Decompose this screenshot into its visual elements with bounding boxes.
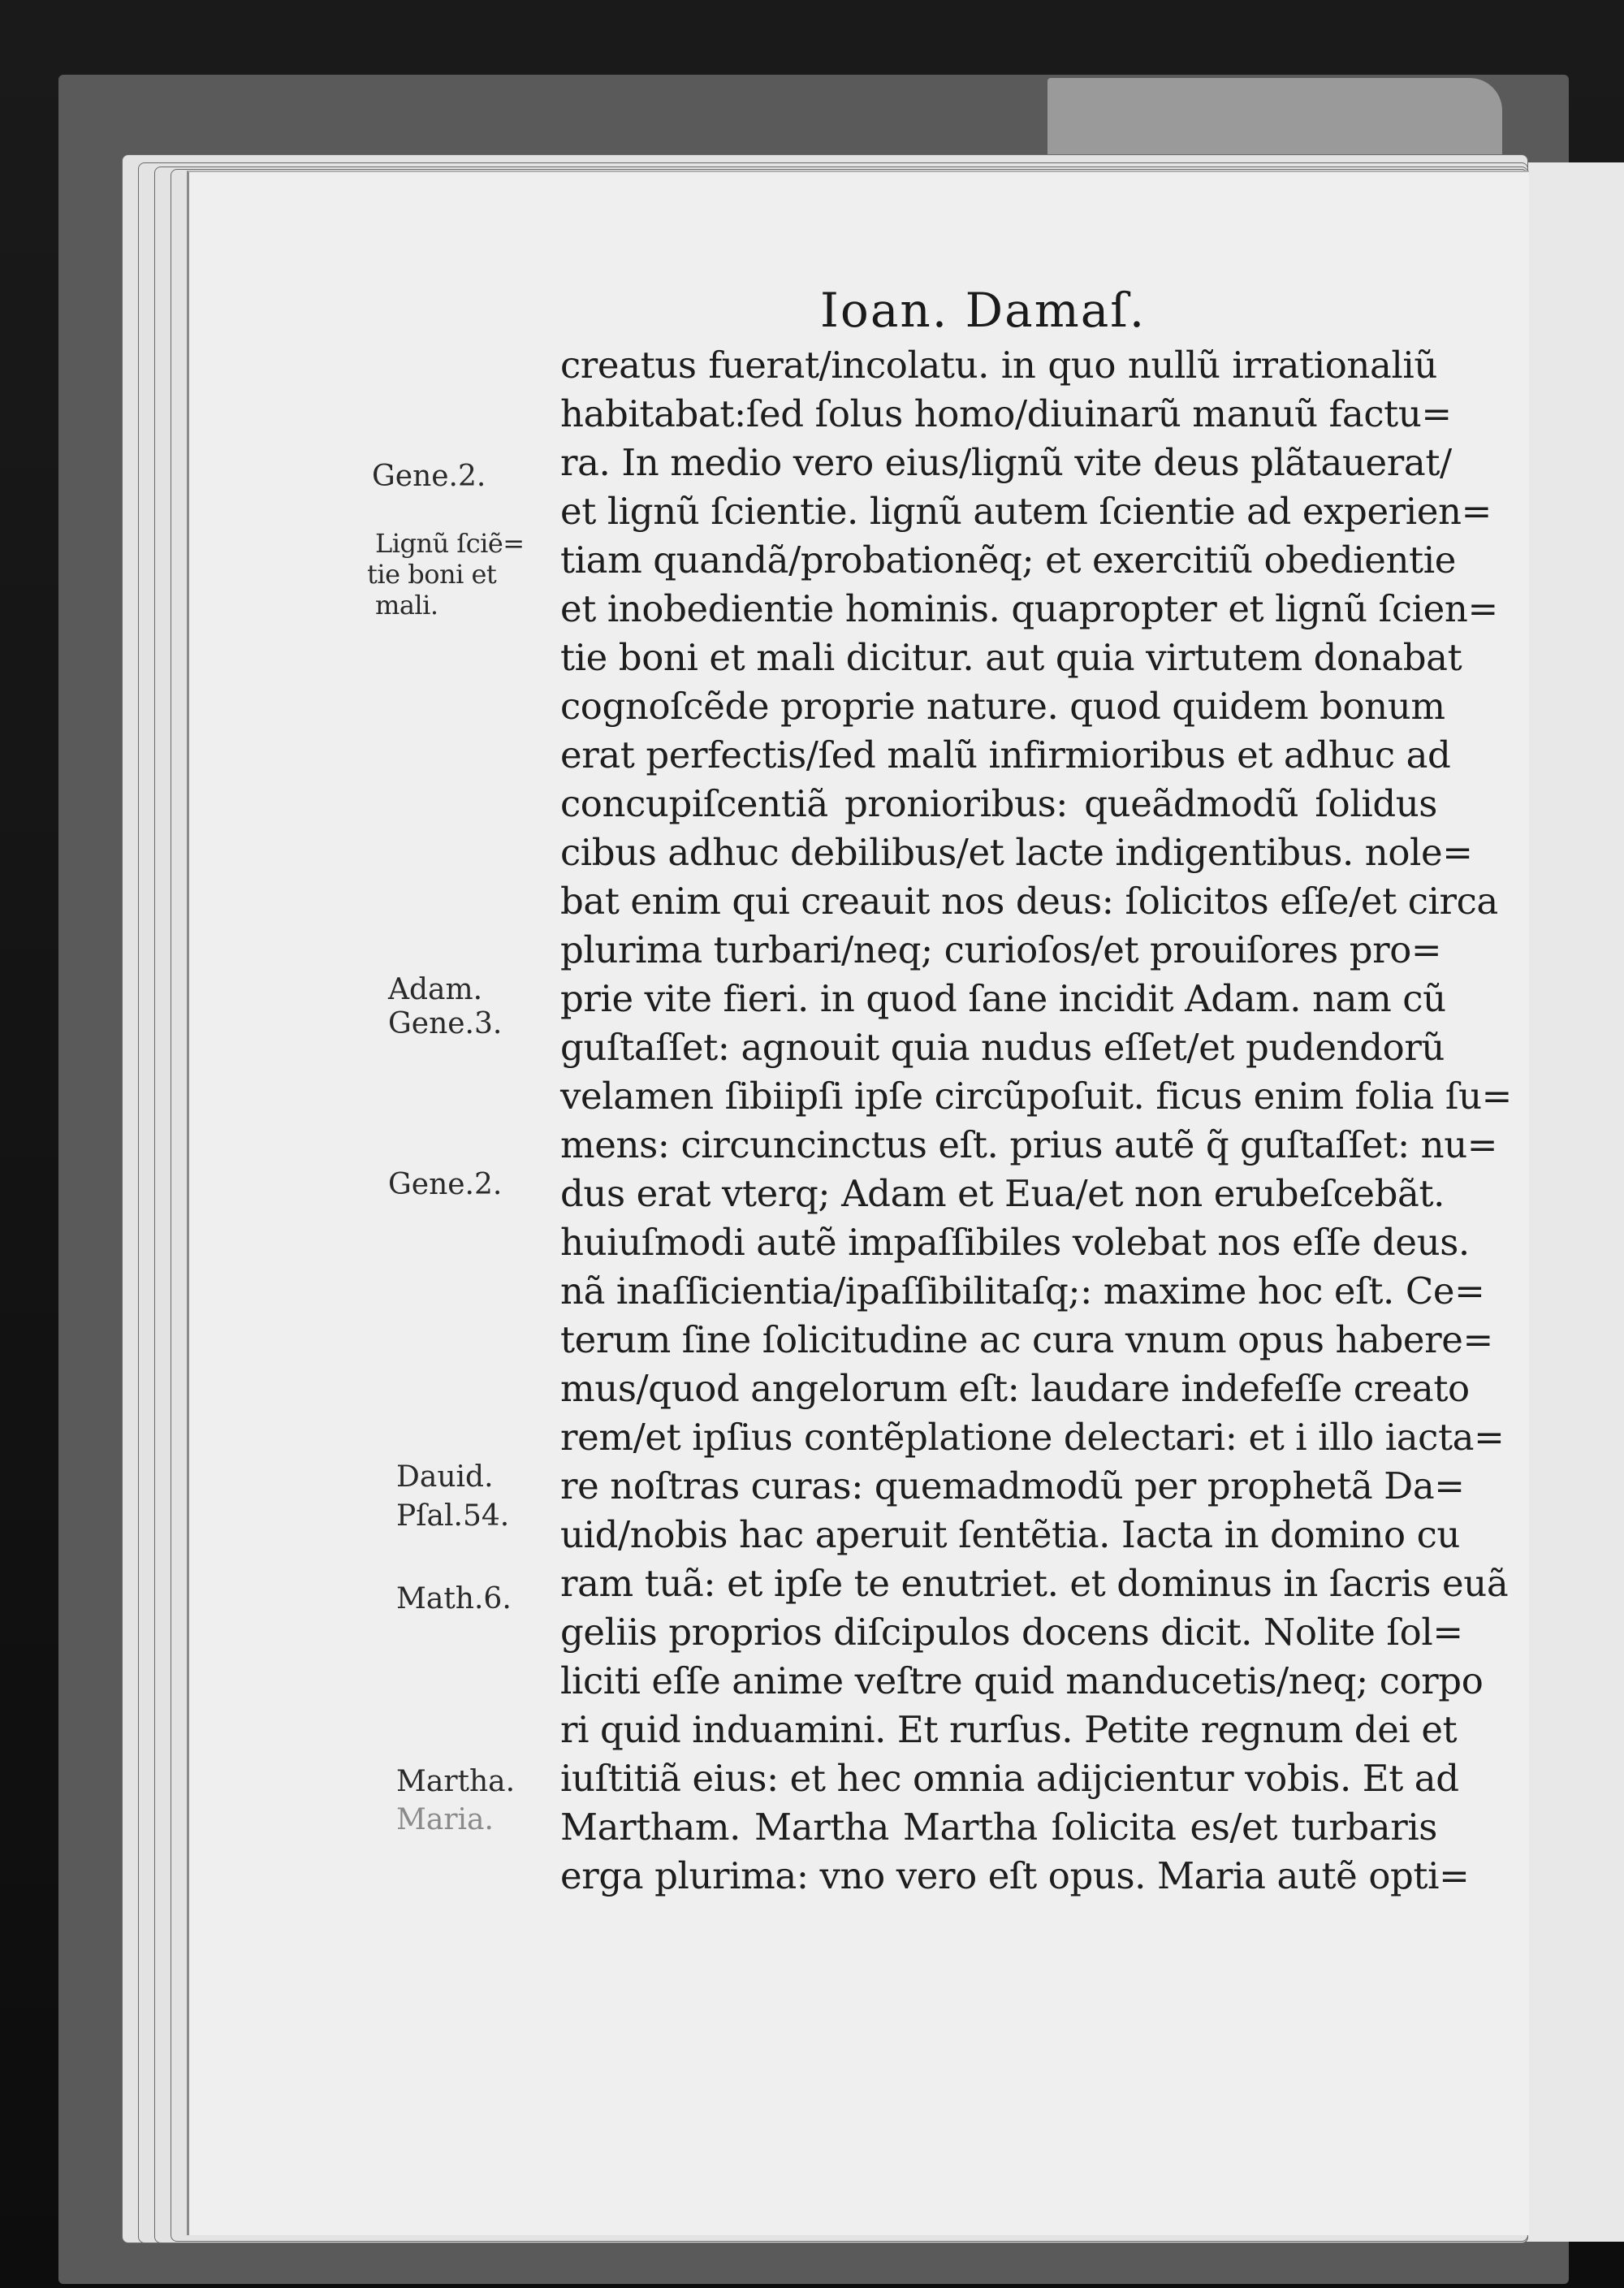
text-line: tiam quandã/probationẽq; et exercitiũ obedientie bbox=[560, 538, 1456, 582]
text-line: mus/quod angelorum eſt: laudare indefeſſe creato bbox=[560, 1367, 1470, 1410]
facing-page-edge bbox=[1527, 162, 1624, 2242]
text-line: nã inaſſicientia/ipaſſibilitaſq;: maxime hoc eſt. Ce= bbox=[560, 1269, 1485, 1313]
margin-note: Maria. bbox=[396, 1803, 494, 1836]
margin-note: tie boni et bbox=[367, 559, 497, 590]
text-line: et inobedientie hominis. quapropter et lignũ ſcien= bbox=[560, 587, 1498, 630]
text-line: terum ſine ſolicitudine ac cura vnum opus habere= bbox=[560, 1318, 1493, 1361]
text-line: cognoſcẽde proprie nature. quod quidem bonum bbox=[560, 685, 1445, 728]
margin-note: Adam. bbox=[388, 973, 483, 1006]
text-line: ra. In medio vero eius/lignũ vite deus plãtauerat/ bbox=[560, 441, 1452, 484]
margin-note: Gene.3. bbox=[388, 1007, 503, 1040]
text-line: guſtaſſet: agnouit quia nudus eſſet/et pudendorũ bbox=[560, 1026, 1445, 1069]
text-line: re noſtras curas: quemadmodũ per prophetã Da= bbox=[560, 1464, 1465, 1507]
text-line: rem/et ipſius contẽplatione delectari: et i illo iacta= bbox=[560, 1416, 1505, 1459]
margin-note: Pſal.54. bbox=[396, 1499, 510, 1533]
text-line: erat perfectis/ſed malũ infirmioribus et adhuc ad bbox=[560, 733, 1451, 776]
text-line: et lignũ ſcientie. lignũ autem ſcientie ad experien= bbox=[560, 490, 1492, 533]
text-line: iuſtitiã eius: et hec omnia adijcientur vobis. Et ad bbox=[560, 1757, 1459, 1800]
text-line: dus erat vterq; Adam et Eua/et non erubeſcebãt. bbox=[560, 1172, 1445, 1215]
text-line: cibus adhuc debilibus/et lacte indigentibus. nole= bbox=[560, 831, 1473, 874]
text-line: ram tuã: et ipſe te enutriet. et dominus in ſacris euã bbox=[560, 1562, 1509, 1605]
text-line: ri quid induamini. Et rurſus. Petite regnum dei et bbox=[560, 1708, 1458, 1751]
text-line: liciti eſſe anime veſtre quid manducetis/neq; corpo bbox=[560, 1659, 1484, 1702]
text-line: bat enim qui creauit nos deus: ſolicitos eſſe/et circa bbox=[560, 880, 1498, 923]
margin-note: mali. bbox=[375, 590, 438, 621]
text-line: velamen ſibiipſi ipſe circũpoſuit. ficus enim folia ſu= bbox=[560, 1075, 1512, 1118]
text-line: habitabat:ſed ſolus homo/diuinarũ manuũ factu= bbox=[560, 392, 1452, 435]
text-line: creatus fuerat/incolatu. in quo nullũ irrationaliũ bbox=[560, 344, 1437, 387]
text-line: geliis proprios diſcipulos docens dicit. Nolite ſol= bbox=[560, 1611, 1463, 1654]
margin-note: Lignũ ſciẽ= bbox=[375, 528, 525, 559]
margin-note: Martha. bbox=[396, 1765, 516, 1798]
text-line: erga plurima: vno vero eſt opus. Maria autẽ opti= bbox=[560, 1854, 1470, 1897]
text-line: huiuſmodi autẽ impaſſibiles volebat nos eſſe deus. bbox=[560, 1221, 1470, 1264]
text-line: plurima turbari/neq; curioſos/et prouiſores pro= bbox=[560, 928, 1442, 971]
text-line: prie vite fieri. in quod ſane incidit Adam. nam cũ bbox=[560, 977, 1446, 1020]
text-line: concupiſcentiã pronioribus: queãdmodũ ſolidus bbox=[560, 782, 1437, 825]
margin-note: Gene.2. bbox=[388, 1168, 503, 1201]
text-line: mens: circuncinctus eſt. prius autẽ q̃ guſtaſſet: nu= bbox=[560, 1123, 1498, 1166]
running-head: Ioan. Damaſ. bbox=[820, 283, 1147, 338]
margin-note: Gene.2. bbox=[372, 460, 486, 493]
margin-note: Dauid. bbox=[396, 1460, 494, 1494]
text-line: Martham. Martha Martha ſolicita es/et turbaris bbox=[560, 1806, 1437, 1849]
text-line: tie boni et mali dicitur. aut quia virtutem donabat bbox=[560, 636, 1462, 679]
text-line: uid/nobis hac aperuit ſentẽtia. Iacta in domino cu bbox=[560, 1513, 1460, 1556]
margin-note: Math.6. bbox=[396, 1582, 512, 1615]
